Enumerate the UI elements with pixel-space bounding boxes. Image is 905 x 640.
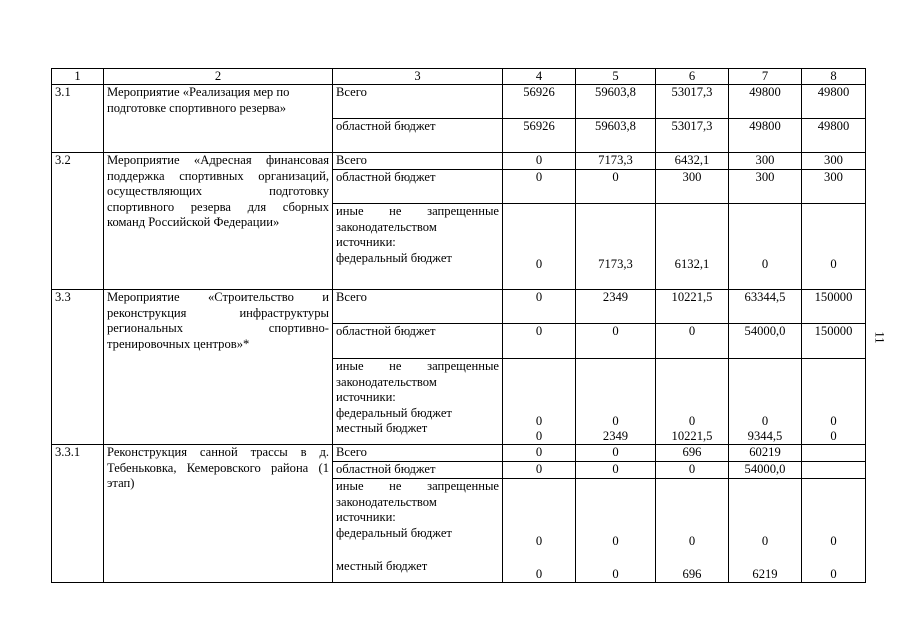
- value-cell: 0: [503, 153, 576, 170]
- value-cell: 2349: [602, 429, 629, 443]
- value-cell: 9344,5: [747, 429, 783, 443]
- table-row: [52, 445, 866, 462]
- row-code: 3.2: [52, 153, 104, 290]
- value-cell: 0: [576, 445, 656, 462]
- source-label: Всего: [333, 290, 503, 324]
- source-label: федеральный бюджет: [336, 250, 452, 265]
- table-row: [52, 290, 866, 324]
- value-cell: 0: [612, 413, 619, 428]
- value-cell: [802, 462, 866, 479]
- source-label: Всего: [333, 153, 503, 170]
- value-cell: 0: [656, 462, 729, 479]
- source-label: федеральный бюджет: [336, 525, 452, 540]
- value-cell: 6132,1: [656, 204, 729, 290]
- value-pair: [576, 359, 656, 445]
- value-cell: 0: [576, 324, 656, 359]
- value-cell: 49800: [802, 85, 866, 119]
- value-cell: 0: [503, 324, 576, 359]
- source-label: областной бюджет: [333, 170, 503, 204]
- value-pair: [802, 479, 866, 583]
- source-label: иные не запрещенные законодательством источники:: [336, 359, 499, 405]
- value-cell: 0: [802, 204, 866, 290]
- value-cell: 0: [761, 413, 769, 428]
- row-description: Мероприятие «Адресная финансовая поддержка спортивных организаций, осуществляющих подготовку спортивного резерва для сборных команд Российской Федерации»: [104, 153, 333, 290]
- header-cell: 4: [503, 69, 576, 85]
- value-pair: [729, 479, 802, 583]
- value-cell: 54000,0: [729, 462, 802, 479]
- header-cell: 6: [656, 69, 729, 85]
- value-cell: 0: [830, 533, 837, 548]
- value-cell: 60219: [729, 445, 802, 462]
- value-cell: 10221,5: [671, 429, 713, 443]
- value-pair: [656, 479, 729, 583]
- table-row: [52, 153, 866, 170]
- value-cell: 696: [682, 567, 702, 581]
- value-cell: 10221,5: [656, 290, 729, 324]
- value-cell: 0: [576, 462, 656, 479]
- value-cell: 0: [656, 324, 729, 359]
- value-cell: [802, 445, 866, 462]
- table-header-row: [52, 69, 866, 85]
- value-cell: 0: [612, 567, 619, 581]
- value-cell: 150000: [802, 324, 866, 359]
- value-cell: 300: [656, 170, 729, 204]
- value-cell: 7173,3: [576, 153, 656, 170]
- table-row: [52, 85, 866, 119]
- value-cell: 54000,0: [729, 324, 802, 359]
- value-cell: 6219: [752, 567, 778, 581]
- source-label-group: [333, 359, 503, 445]
- value-pair: [503, 359, 576, 445]
- source-label: местный бюджет: [336, 421, 428, 436]
- value-pair: [576, 479, 656, 583]
- value-cell: 59603,8: [576, 119, 656, 153]
- page-number: 11: [872, 331, 887, 344]
- value-cell: 0: [761, 533, 769, 548]
- value-cell: 0: [503, 204, 576, 290]
- source-label: местный бюджет: [336, 559, 428, 574]
- row-code: 3.3: [52, 290, 104, 445]
- value-cell: 49800: [802, 119, 866, 153]
- source-label: Всего: [333, 85, 503, 119]
- value-cell: 300: [729, 153, 802, 170]
- value-cell: 6432,1: [656, 153, 729, 170]
- value-pair: [656, 359, 729, 445]
- value-cell: 0: [612, 533, 619, 548]
- value-pair: [503, 479, 576, 583]
- value-cell: 63344,5: [729, 290, 802, 324]
- value-cell: 696: [656, 445, 729, 462]
- header-cell: 2: [104, 69, 333, 85]
- value-cell: 0: [535, 429, 543, 443]
- budget-table: [51, 68, 866, 583]
- value-cell: 53017,3: [656, 85, 729, 119]
- value-cell: 2349: [576, 290, 656, 324]
- value-cell: 300: [802, 153, 866, 170]
- source-label: областной бюджет: [333, 462, 503, 479]
- row-code: 3.3.1: [52, 445, 104, 583]
- value-cell: 0: [830, 567, 837, 581]
- header-cell: 1: [52, 69, 104, 85]
- value-cell: 0: [535, 413, 543, 428]
- row-description: Мероприятие «Реализация мер по подготовке спортивного резерва»: [104, 85, 333, 153]
- value-cell: 300: [802, 170, 866, 204]
- header-cell: 3: [333, 69, 503, 85]
- value-cell: 0: [729, 204, 802, 290]
- value-cell: 0: [830, 413, 837, 428]
- source-label: федеральный бюджет: [336, 405, 452, 420]
- row-code: 3.1: [52, 85, 104, 153]
- value-cell: 0: [688, 413, 696, 428]
- header-cell: 7: [729, 69, 802, 85]
- source-label: иные не запрещенные законодательством источники:: [336, 479, 499, 525]
- source-label: областной бюджет: [333, 119, 503, 153]
- value-cell: 56926: [503, 119, 576, 153]
- value-cell: 7173,3: [576, 204, 656, 290]
- value-cell: 0: [503, 290, 576, 324]
- value-cell: 59603,8: [576, 85, 656, 119]
- row-description: Реконструкция санной трассы в д. Тебеньковка, Кемеровского района (1 этап): [104, 445, 333, 583]
- value-cell: 0: [503, 170, 576, 204]
- source-label: иные не запрещенные законодательством источники:: [336, 204, 499, 250]
- value-cell: 0: [830, 429, 837, 443]
- value-cell: 0: [503, 445, 576, 462]
- value-cell: 0: [503, 462, 576, 479]
- source-label: Всего: [333, 445, 503, 462]
- value-cell: 0: [535, 567, 543, 581]
- value-cell: 150000: [802, 290, 866, 324]
- value-pair: [729, 359, 802, 445]
- value-pair: [802, 359, 866, 445]
- value-cell: 0: [576, 170, 656, 204]
- value-cell: 53017,3: [656, 119, 729, 153]
- value-cell: 49800: [729, 119, 802, 153]
- value-cell: 300: [729, 170, 802, 204]
- value-cell: 0: [688, 533, 696, 548]
- value-cell: 49800: [729, 85, 802, 119]
- value-cell: 56926: [503, 85, 576, 119]
- header-cell: 5: [576, 69, 656, 85]
- source-label: областной бюджет: [333, 324, 503, 359]
- source-label-group: [333, 479, 503, 583]
- source-label-group: [333, 204, 503, 290]
- row-description: Мероприятие «Строительство и реконструкция инфраструктуры региональных спортивно-тренировочных центров»*: [104, 290, 333, 445]
- header-cell: 8: [802, 69, 866, 85]
- value-cell: 0: [535, 533, 543, 548]
